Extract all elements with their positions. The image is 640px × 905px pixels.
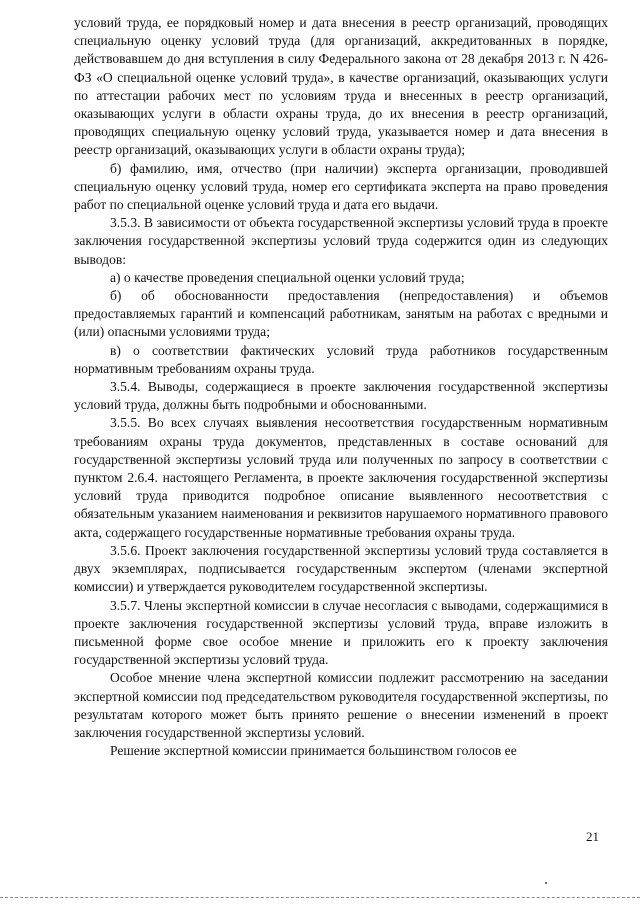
paragraph-special-opinion: Особое мнение члена экспертной комиссии подлежит рассмотрению на заседании экспертной комиссии под председательством руководителя государственной экспертизы, по результатам которого может быть принято решение о внесении изменений в проект заключения государственной экспертизы условий. — [74, 670, 608, 740]
paragraph-item-v: в) о соответствии фактических условий труда работников государственным нормативным требованиям охраны труда. — [74, 342, 608, 376]
paragraph-decision: Решение экспертной комиссии принимается большинством голосов ее — [110, 743, 517, 759]
paragraph-3-5-7: 3.5.7. Члены экспертной комиссии в случае несогласия с выводами, содержащимися в проекте заключения государственной экспертизы условий труда, вправе изложить в письменной форме свое особое мнение и приложить его к проекту заключения государственной экспертизы условий труда. — [74, 597, 608, 668]
document-body — [74, 14, 608, 760]
scan-speck — [545, 882, 547, 884]
paragraph-3-5-5: 3.5.5. Во всех случаях выявления несоответствия государственным нормативным требованиям охраны труда документов, представленных в составе оснований для государственной экспертизы условий труда или полученных по запросу в соответствии с пунктом 2.6.4. настоящего Регламента, в проекте заключения государственной экспертизы условий труда приводится подробное описание выявленного несоответствия с обязательным указанием наименования и реквизитов нарушаемого нормативного правового акта, содержащего государственные нормативные требования охраны труда. — [74, 415, 608, 540]
paragraph-3-5-3: 3.5.3. В зависимости от объекта государственной экспертизы условий труда в проекте заключения государственной экспертизы условий труда содержится один из следующих выводов: — [74, 215, 608, 267]
paragraph-item-a: а) о качестве проведения специальной оценки условий труда; — [110, 269, 465, 285]
paragraph-3-5-6: 3.5.6. Проект заключения государственной экспертизы условий труда составляется в двух экземплярах, подписывается государственным экспертом (членами экспертной комиссии) и утверждается руководителем государственной экспертизы. — [74, 542, 608, 595]
paragraph-b-expert-name: б) фамилию, имя, отчество (при наличии) эксперта организации, проводившей специальную оценку условий труда, номер его сертификата эксперта на право проведения работ по специальной оценке условий труда и дата его выдачи. — [74, 160, 608, 213]
page-number: 21 — [586, 829, 599, 844]
paragraph-item-b: б) об обоснованности предоставления (непредоставления) и объемов предоставляемых гарантий и компенсаций работникам, занятым на работах с вредными и (или) опасными условиями труда; — [74, 288, 608, 340]
paragraph-continuation: условий труда, ее порядковый номер и дата внесения в реестр организаций, проводящих специальную оценку условий труда (для организаций, аккредитованных в порядке, действовавшем до дня вступления в силу Федерального закона от 28 декабря 2013 г. N 426-ФЗ «О специальной оценке условий труда», в качестве организаций, оказывающих услуги по аттестации рабочих мест по условиям труда и внесенных в реестр организаций, оказывающих услуги в области охраны труда, до их внесения в реестр организаций, проводящих специальную оценку условий труда, указывается номер и дата внесения в реестр организаций, оказывающих услуги в области охраны труда); — [74, 15, 608, 158]
paragraph-3-5-4: 3.5.4. Выводы, содержащиеся в проекте заключения государственной экспертизы условий труда, должны быть подробными и обоснованными. — [74, 379, 608, 413]
page-bottom-edge — [0, 897, 640, 898]
